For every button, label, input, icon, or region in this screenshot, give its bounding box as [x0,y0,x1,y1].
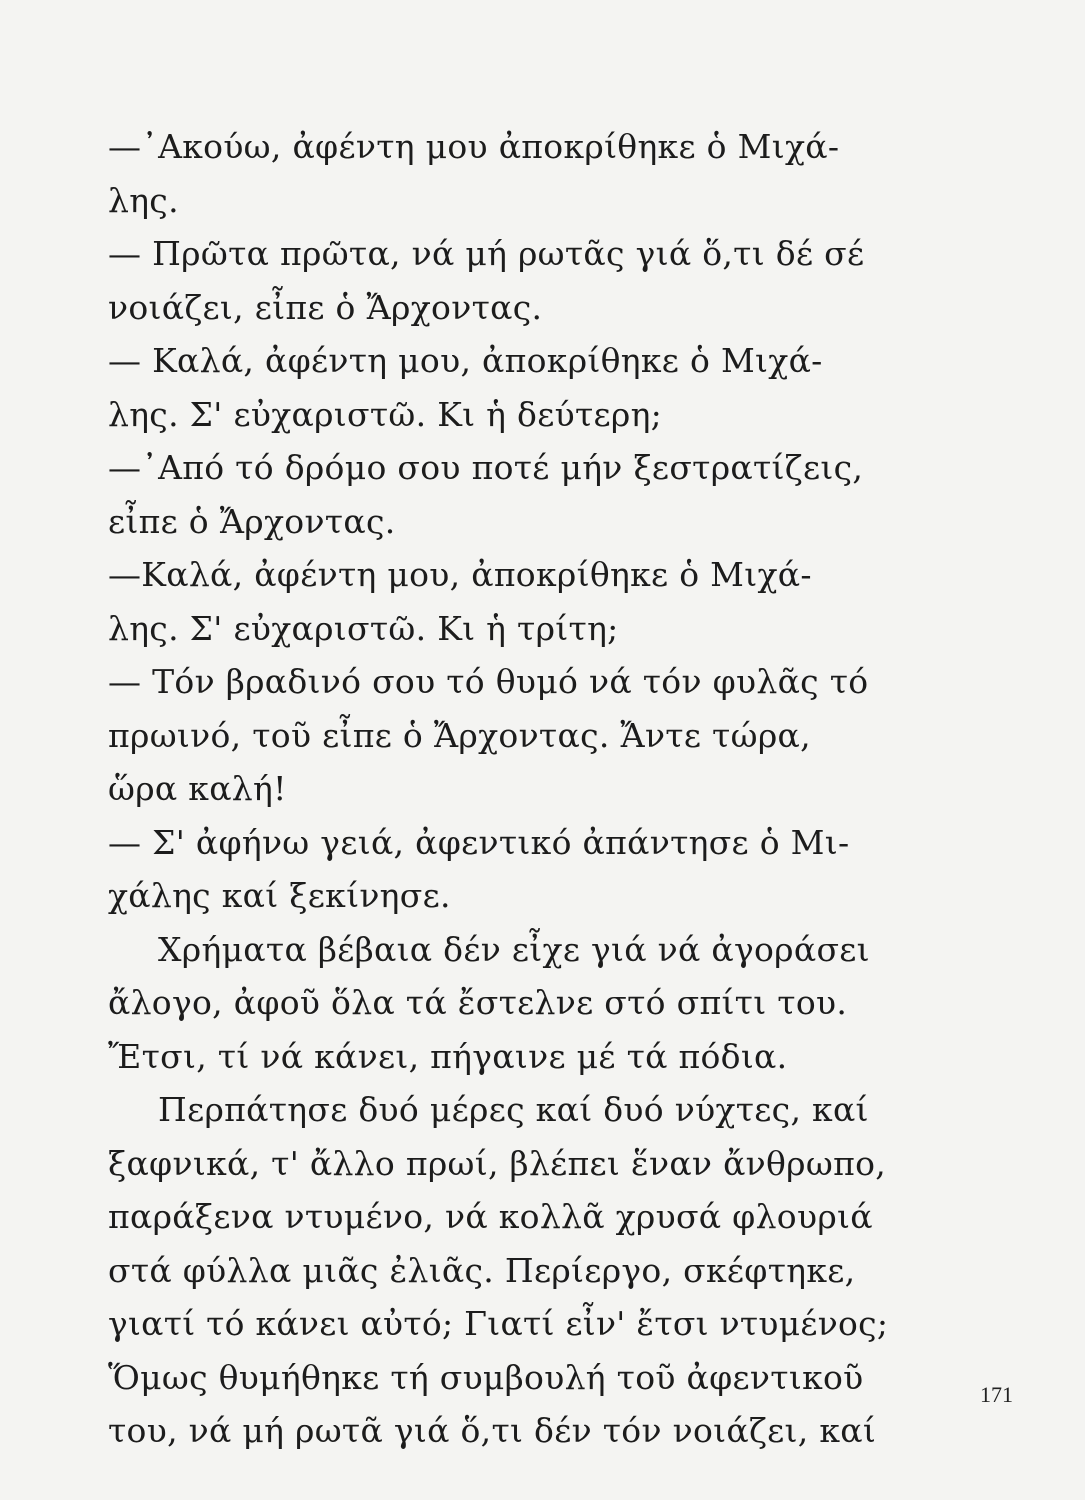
text-line: — Σ' ἀφήνω γειά, ἀφεντικό ἀπάντησε ὁ Μι- [108,822,850,862]
text-line: —᾿Ακούω, ἀφέντη μου ἀποκρίθηκε ὁ Μιχά- [108,127,840,166]
text-line: ὥρα καλή! [108,769,287,808]
text-line: Περπάτησε δυό μέρες καί δυό νύχτες, καί [158,1090,869,1129]
text-line: στά φύλλα μιᾶς ἐλιᾶς. Περίεργο, σκέφτηκε, [108,1250,856,1290]
text-line: παράξενα ντυμένο, νά κολλᾶ χρυσά φλουριά [108,1197,873,1236]
text-line: λης. Σ' εὐχαριστῶ. Κι ἡ τρίτη; [108,608,619,648]
page-number: 171 [980,1382,1013,1407]
text-line: — Τόν βραδινό σου τό θυμό νά τόν φυλᾶς τό [108,662,869,701]
text-line: εἶπε ὁ Ἄρχοντας. [108,501,396,541]
text-line: — Πρῶτα πρῶτα, νά μή ρωτᾶς γιά ὅ,τι δέ σέ [108,234,865,273]
text-line: ἄλογο, ἀφοῦ ὅλα τά ἔστελνε στό σπίτι του. [108,983,848,1022]
text-line: —Καλά, ἀφέντη μου, ἀποκρίθηκε ὁ Μιχά- [108,555,812,594]
text-line: Χρήματα βέβαια δέν εἶχε γιά νά ἀγοράσει [158,929,870,969]
page-text [108,120,888,1458]
text-line: γιατί τό κάνει αὐτό; Γιατί εἶν' ἔτσι ντυμένος; [108,1304,889,1343]
text-line: του, νά μή ρωτᾶ γιά ὅ,τι δέν τόν νοιάζει, καί [108,1411,877,1450]
text-line: —᾿Από τό δρόμο σου ποτέ μήν ξεστρατίζεις, [108,448,864,487]
text-line: Ὅμως θυμήθηκε τή συμβουλή τοῦ ἀφεντικοῦ [108,1357,864,1397]
text-line: νοιάζει, εἶπε ὁ Ἄρχοντας. [108,287,543,327]
text-line: Ἔτσι, τί νά κάνει, πήγαινε μέ τά πόδια. [108,1036,788,1076]
text-line: λης. Σ' εὐχαριστῶ. Κι ἡ δεύτερη; [108,394,663,434]
text-line: ξαφνικά, τ' ἄλλο πρωί, βλέπει ἕναν ἄνθρωπο, [108,1143,887,1183]
text-line: — Καλά, ἀφέντη μου, ἀποκρίθηκε ὁ Μιχά- [108,341,823,380]
text-line: λης. [108,180,179,220]
text-line: πρωινό, τοῦ εἶπε ὁ Ἄρχοντας. Ἄντε τώρα, [108,715,811,755]
text-line: χάλης καί ξεκίνησε. [108,876,451,915]
